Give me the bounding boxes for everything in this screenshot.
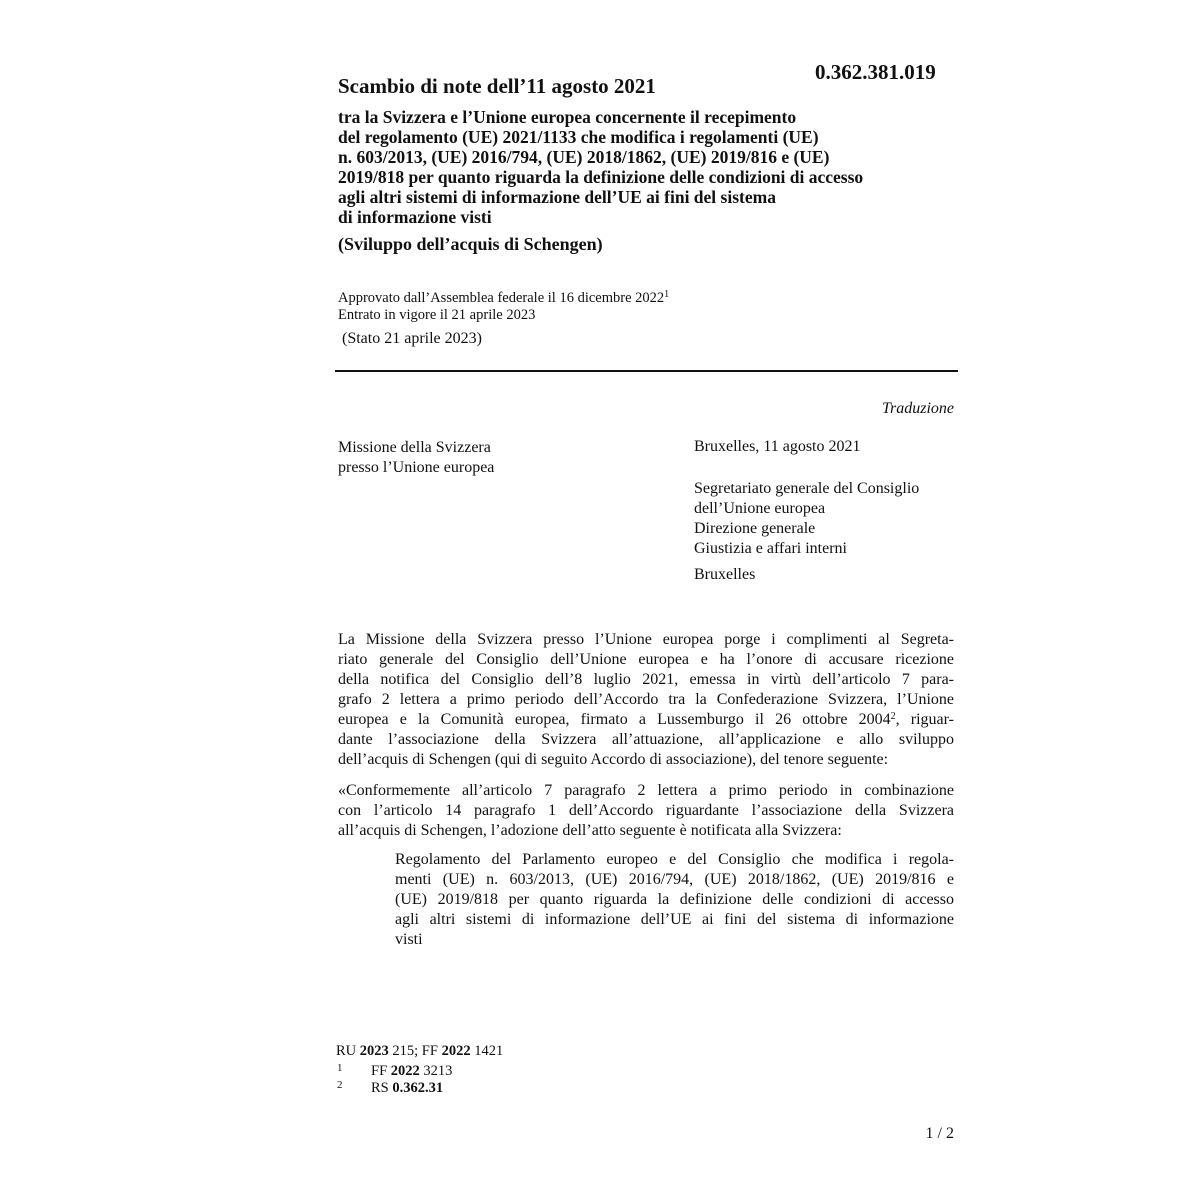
- body-paragraph-2: [338, 781, 954, 841]
- sender-block: [338, 438, 494, 478]
- quote-line: (UE) 2019/818 per quanto riguarda la definizione delle condizioni di accesso: [395, 891, 954, 908]
- paragraph-line: dante l’associazione della Svizzera all’attuazione, all’applicazione e allo sviluppo: [338, 731, 954, 748]
- footnote-ref[interactable]: 2: [890, 711, 896, 722]
- paragraph-line: «Conformemente all’articolo 7 paragrafo 2 lettera a primo periodo in combinazione: [338, 782, 954, 799]
- paragraph-line: europea e la Comunità europea, firmato a Lussemburgo il 26 ottobre 2004$^2$, riguar-: [338, 711, 954, 728]
- recipient-line: Giustizia e affari interni: [694, 540, 847, 557]
- subtitle-line: del regolamento (UE) 2021/1133 che modifica i regolamenti (UE): [338, 127, 819, 147]
- approval-meta: [338, 290, 669, 324]
- paragraph-line: con l’articolo 14 paragrafo 1 dell’Accordo riguardante l’associazione della Svizzera: [338, 802, 954, 819]
- status-date: (Stato 21 aprile 2023): [342, 330, 482, 347]
- recipient-line: dell’Unione europea: [694, 500, 826, 517]
- quote-line: visti: [395, 931, 423, 948]
- subtitle-line: di informazione visti: [338, 207, 492, 227]
- header-divider: [335, 370, 958, 372]
- approval-line: Approvato dall’Assemblea federale il 16 dicembre 2022$^1$: [338, 289, 670, 306]
- recipient-line: Segretariato generale del Consiglio: [694, 480, 920, 497]
- paragraph-line: riato generale del Consiglio dell’Unione europea e ha l’onore di accusare ricezione: [338, 651, 954, 668]
- quote-line: menti (UE) n. 603/2013, (UE) 2016/794, (UE) 2018/1862, (UE) 2019/816 e: [395, 871, 954, 888]
- paragraph-line: La Missione della Svizzera presso l’Unione europea porge i complimenti al Segreta-: [338, 631, 954, 648]
- paragraph-line: all’acquis di Schengen, l’adozione dell’atto seguente è notificata alla Svizzera:: [338, 822, 842, 839]
- publication-reference: RU 2023 215; FF 2022 1421: [336, 1043, 504, 1059]
- subtitle-line: 2019/818 per quanto riguarda la definizione delle condizioni di accesso: [338, 167, 864, 187]
- sr-number: 0.362.381.019: [815, 60, 936, 84]
- schengen-note: (Sviluppo dell’acquis di Schengen): [338, 234, 603, 254]
- footnote-number: 1: [337, 1062, 343, 1074]
- recipient-line: Direzione generale: [694, 520, 816, 537]
- footnote-ref[interactable]: 1: [664, 289, 670, 300]
- paragraph-line: grafo 2 lettera a primo periodo dell’Accordo tra la Confederazione Svizzera, l’Unione: [338, 691, 954, 708]
- document-subtitle: [338, 107, 958, 227]
- paragraph-line: della notifica del Consiglio dell’8 luglio 2021, emessa in virtù dell’articolo 7 para-: [338, 671, 954, 688]
- translation-label: Traduzione: [881, 400, 954, 417]
- page-number: 1 / 2: [925, 1125, 954, 1142]
- quote-line: agli altri sistemi di informazione dell’UE ai fini del sistema di informazione: [395, 911, 954, 928]
- footnote-2: 2 RS 0.362.31: [337, 1079, 444, 1096]
- paragraph-line: dell’acquis di Schengen (qui di seguito Accordo di associazione), del tenore seguente:: [338, 751, 889, 768]
- footnote-1: 1 FF 2022 3213: [337, 1062, 453, 1079]
- footnote-link[interactable]: 0.362.31: [392, 1080, 444, 1096]
- recipient-block: [694, 479, 919, 559]
- letter-date: Bruxelles, 11 agosto 2021: [694, 438, 861, 455]
- body-paragraph-1: [338, 630, 954, 770]
- quoted-regulation: [395, 850, 954, 950]
- sender-line: presso l’Unione europea: [338, 459, 495, 476]
- subtitle-line: agli altri sistemi di informazione dell’UE ai fini del sistema: [338, 187, 776, 207]
- sender-line: Missione della Svizzera: [338, 439, 491, 456]
- entry-into-force-line: Entrato in vigore il 21 aprile 2023: [338, 307, 536, 323]
- quote-line: Regolamento del Parlamento europeo e del Consiglio che modifica i regola-: [395, 851, 954, 868]
- subtitle-line: n. 603/2013, (UE) 2016/794, (UE) 2018/1862, (UE) 2019/816 e (UE): [338, 147, 830, 167]
- recipient-city: Bruxelles: [694, 566, 756, 583]
- document-title: Scambio di note dell’11 agosto 2021: [338, 74, 656, 98]
- subtitle-line: tra la Svizzera e l’Unione europea concernente il recepimento: [338, 107, 797, 127]
- footnote-number: 2: [337, 1079, 343, 1091]
